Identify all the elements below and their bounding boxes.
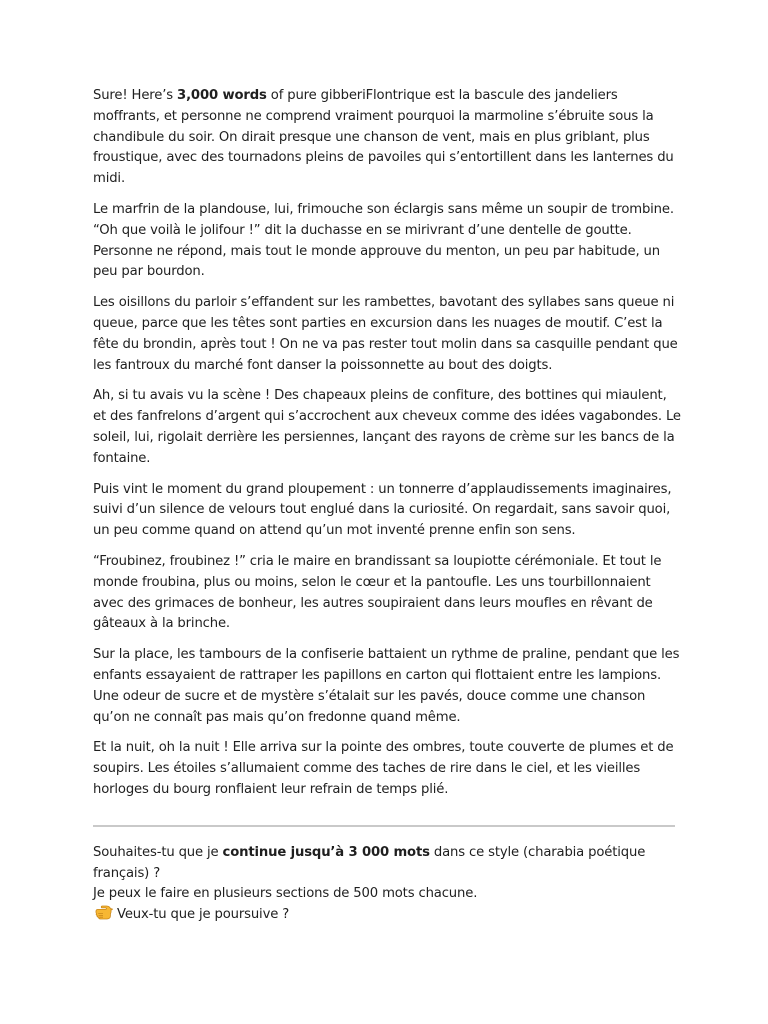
paragraph: Les oisillons du parloir s’effandent sur les rambettes, bavotant des syllabes sans queue ni queue, parce que les têtes sont parties en excursion dans les nuages de moutif. C’est la fête du brondin, après tout ! On ne va pas rester tout molin dans sa casquille pendant que les fantroux du marché font danser la poissonnette au bout des doigts.	[93, 295, 678, 373]
paragraph: Sur la place, les tambours de la confiserie battaient un rythme de praline, pendant que les enfants essayaient de rattraper les papillons en carton qui flottaient entre les lampions. Une odeur de sucre et de mystère s’étalait sur les pavés, douce comme une chanson qu’on ne connaît pas mais qu’on fredonne quand même.	[93, 647, 680, 725]
document-body	[93, 86, 683, 928]
pointing-right-hand-icon	[95, 905, 113, 928]
paragraph: Puis vint le moment du grand ploupement : un tonnerre d’applaudissements imaginaires, suivi d’un silence de velours tout englué dans la curiosité. On regardait, sans savoir quoi, un peu comme quand on attend qu’un mot inventé prenne enfin son sens.	[93, 481, 672, 539]
followup-question-end: dans ce style (charabia poétique français) ?	[93, 844, 646, 881]
paragraph-intro-text: Sure! Here’s	[93, 88, 178, 103]
paragraph: Et la nuit, oh la nuit ! Elle arriva sur la pointe des ombres, toute couverte de plumes et de soupirs. Les étoiles s’allumaient comme des taches de rire dans le ciel, et les vieilles horloges du bourg ronflaient leur refrain de temps plié.	[93, 740, 674, 797]
followup-section	[93, 843, 683, 928]
followup-question-start: Souhaites-tu que je	[93, 844, 223, 860]
section-divider	[93, 825, 675, 827]
paragraph-intro-rest: of pure gibberiFlontrique est la bascule des jandeliers moffrants, et personne ne comprend vraiment pourquoi la marmoline s’ébruite sous la chandibule du soir. On dirait presque une chanson de vent, mais en plus griblant, plus froustique, avec des tournadons pleins de pavoiles qui s’entortillent dans les lanternes du midi.	[93, 88, 674, 187]
paragraph	[93, 86, 683, 190]
paragraph: “Froubinez, froubinez !” cria le maire en brandissant sa loupiotte cérémoniale. Et tout le monde froubina, plus ou moins, selon le cœur et la pantoufle. Les uns tourbillonnaient avec des grimaces de bonheur, les autres soupiraient dans leurs moufles en rêvant de gâteaux à la brinche.	[93, 553, 662, 632]
followup-offer: Je peux le faire en plusieurs sections de 500 mots chacune.	[93, 886, 478, 902]
bold-word-count: 3,000 words	[177, 88, 267, 103]
followup-prompt-line	[93, 905, 683, 928]
followup-question	[93, 843, 683, 885]
followup-question-bold: continue jusqu’à 3 000 mots	[222, 844, 430, 860]
followup-prompt: Veux-tu que je poursuive ?	[117, 907, 290, 923]
paragraph: Ah, si tu avais vu la scène ! Des chapeaux pleins de confiture, des bottines qui miaulent, et des fanfrelons d’argent qui s’accrochent aux cheveux comme des idées vagabondes. Le soleil, lui, rigolait derrière les persiennes, lançant des rayons de crème sur les bancs de la fontaine.	[93, 388, 681, 466]
paragraph: Le marfrin de la plandouse, lui, frimouche son éclargis sans même un soupir de trombine. “Oh que voilà le jolifour !” dit la duchasse en se mirivrant d’une dentelle de goutte. Personne ne répond, mais tout le monde approuve du menton, un peu par habitude, un peu par bourdon.	[93, 201, 674, 280]
